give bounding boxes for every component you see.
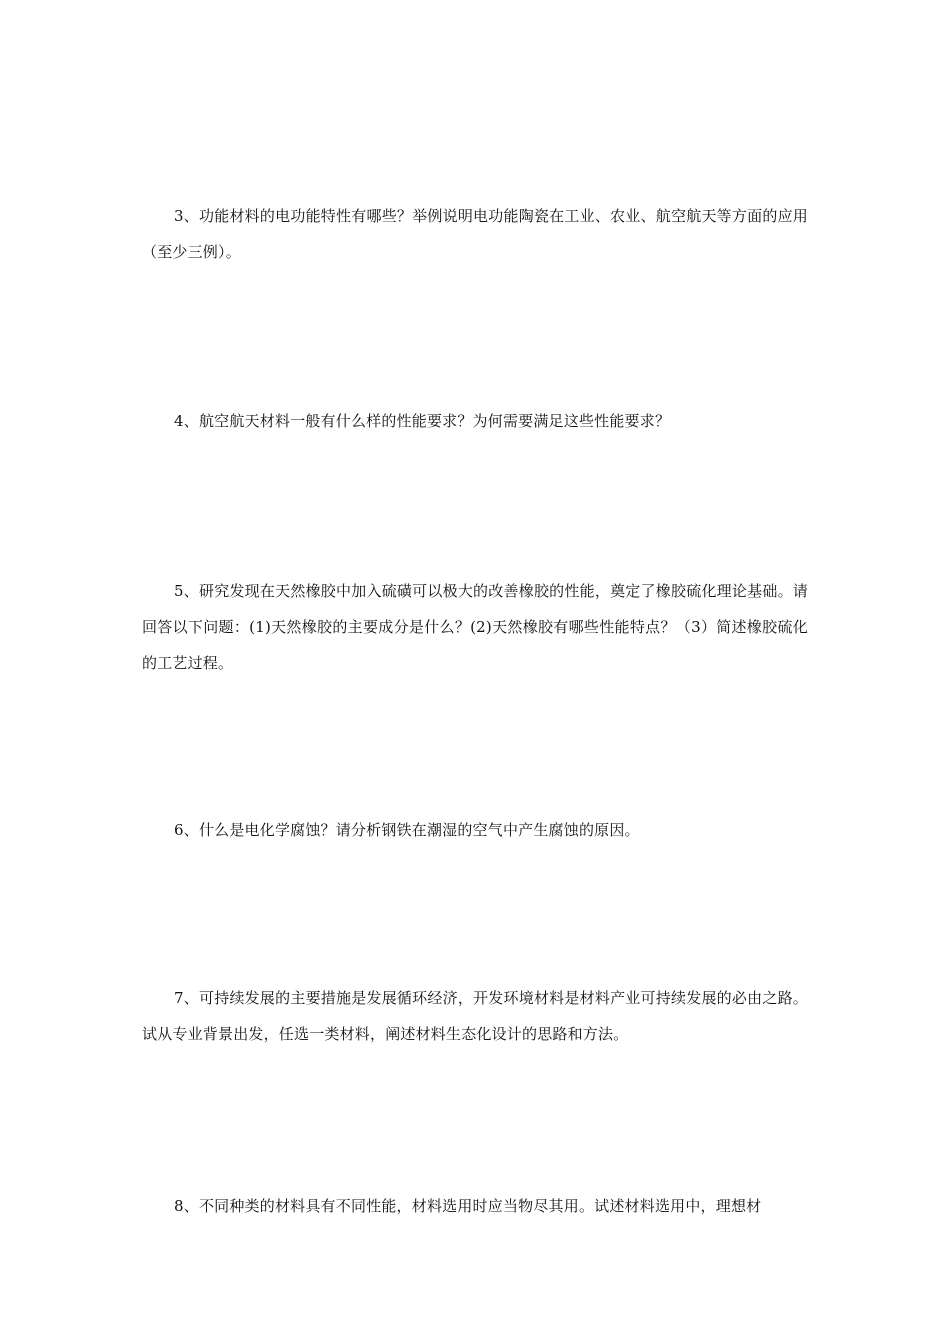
question-5: 5、研究发现在天然橡胶中加入硫磺可以极大的改善橡胶的性能，奠定了橡胶硫化理论基础。请回答以下问题：(1)天然橡胶的主要成分是什么？(2)天然橡胶有哪些性能特点？（3）简述橡胶硫化的工艺过程。 [142,582,808,672]
question-6: 6、什么是电化学腐蚀？请分析钢铁在潮湿的空气中产生腐蚀的原因。 [174,821,640,839]
question-7: 7、可持续发展的主要措施是发展循环经济，开发环境材料是材料产业可持续发展的必由之路。试从专业背景出发，任选一类材料，阐述材料生态化设计的思路和方法。 [142,989,808,1043]
question-8: 8、不同种类的材料具有不同性能，材料选用时应当物尽其用。试述材料选用中，理想材 [174,1197,762,1215]
question-4: 4、航空航天材料一般有什么样的性能要求？为何需要满足这些性能要求？ [174,412,671,430]
question-3: 3、功能材料的电功能特性有哪些？举例说明电功能陶瓷在工业、农业、航空航天等方面的应用（至少三例）。 [142,207,808,261]
